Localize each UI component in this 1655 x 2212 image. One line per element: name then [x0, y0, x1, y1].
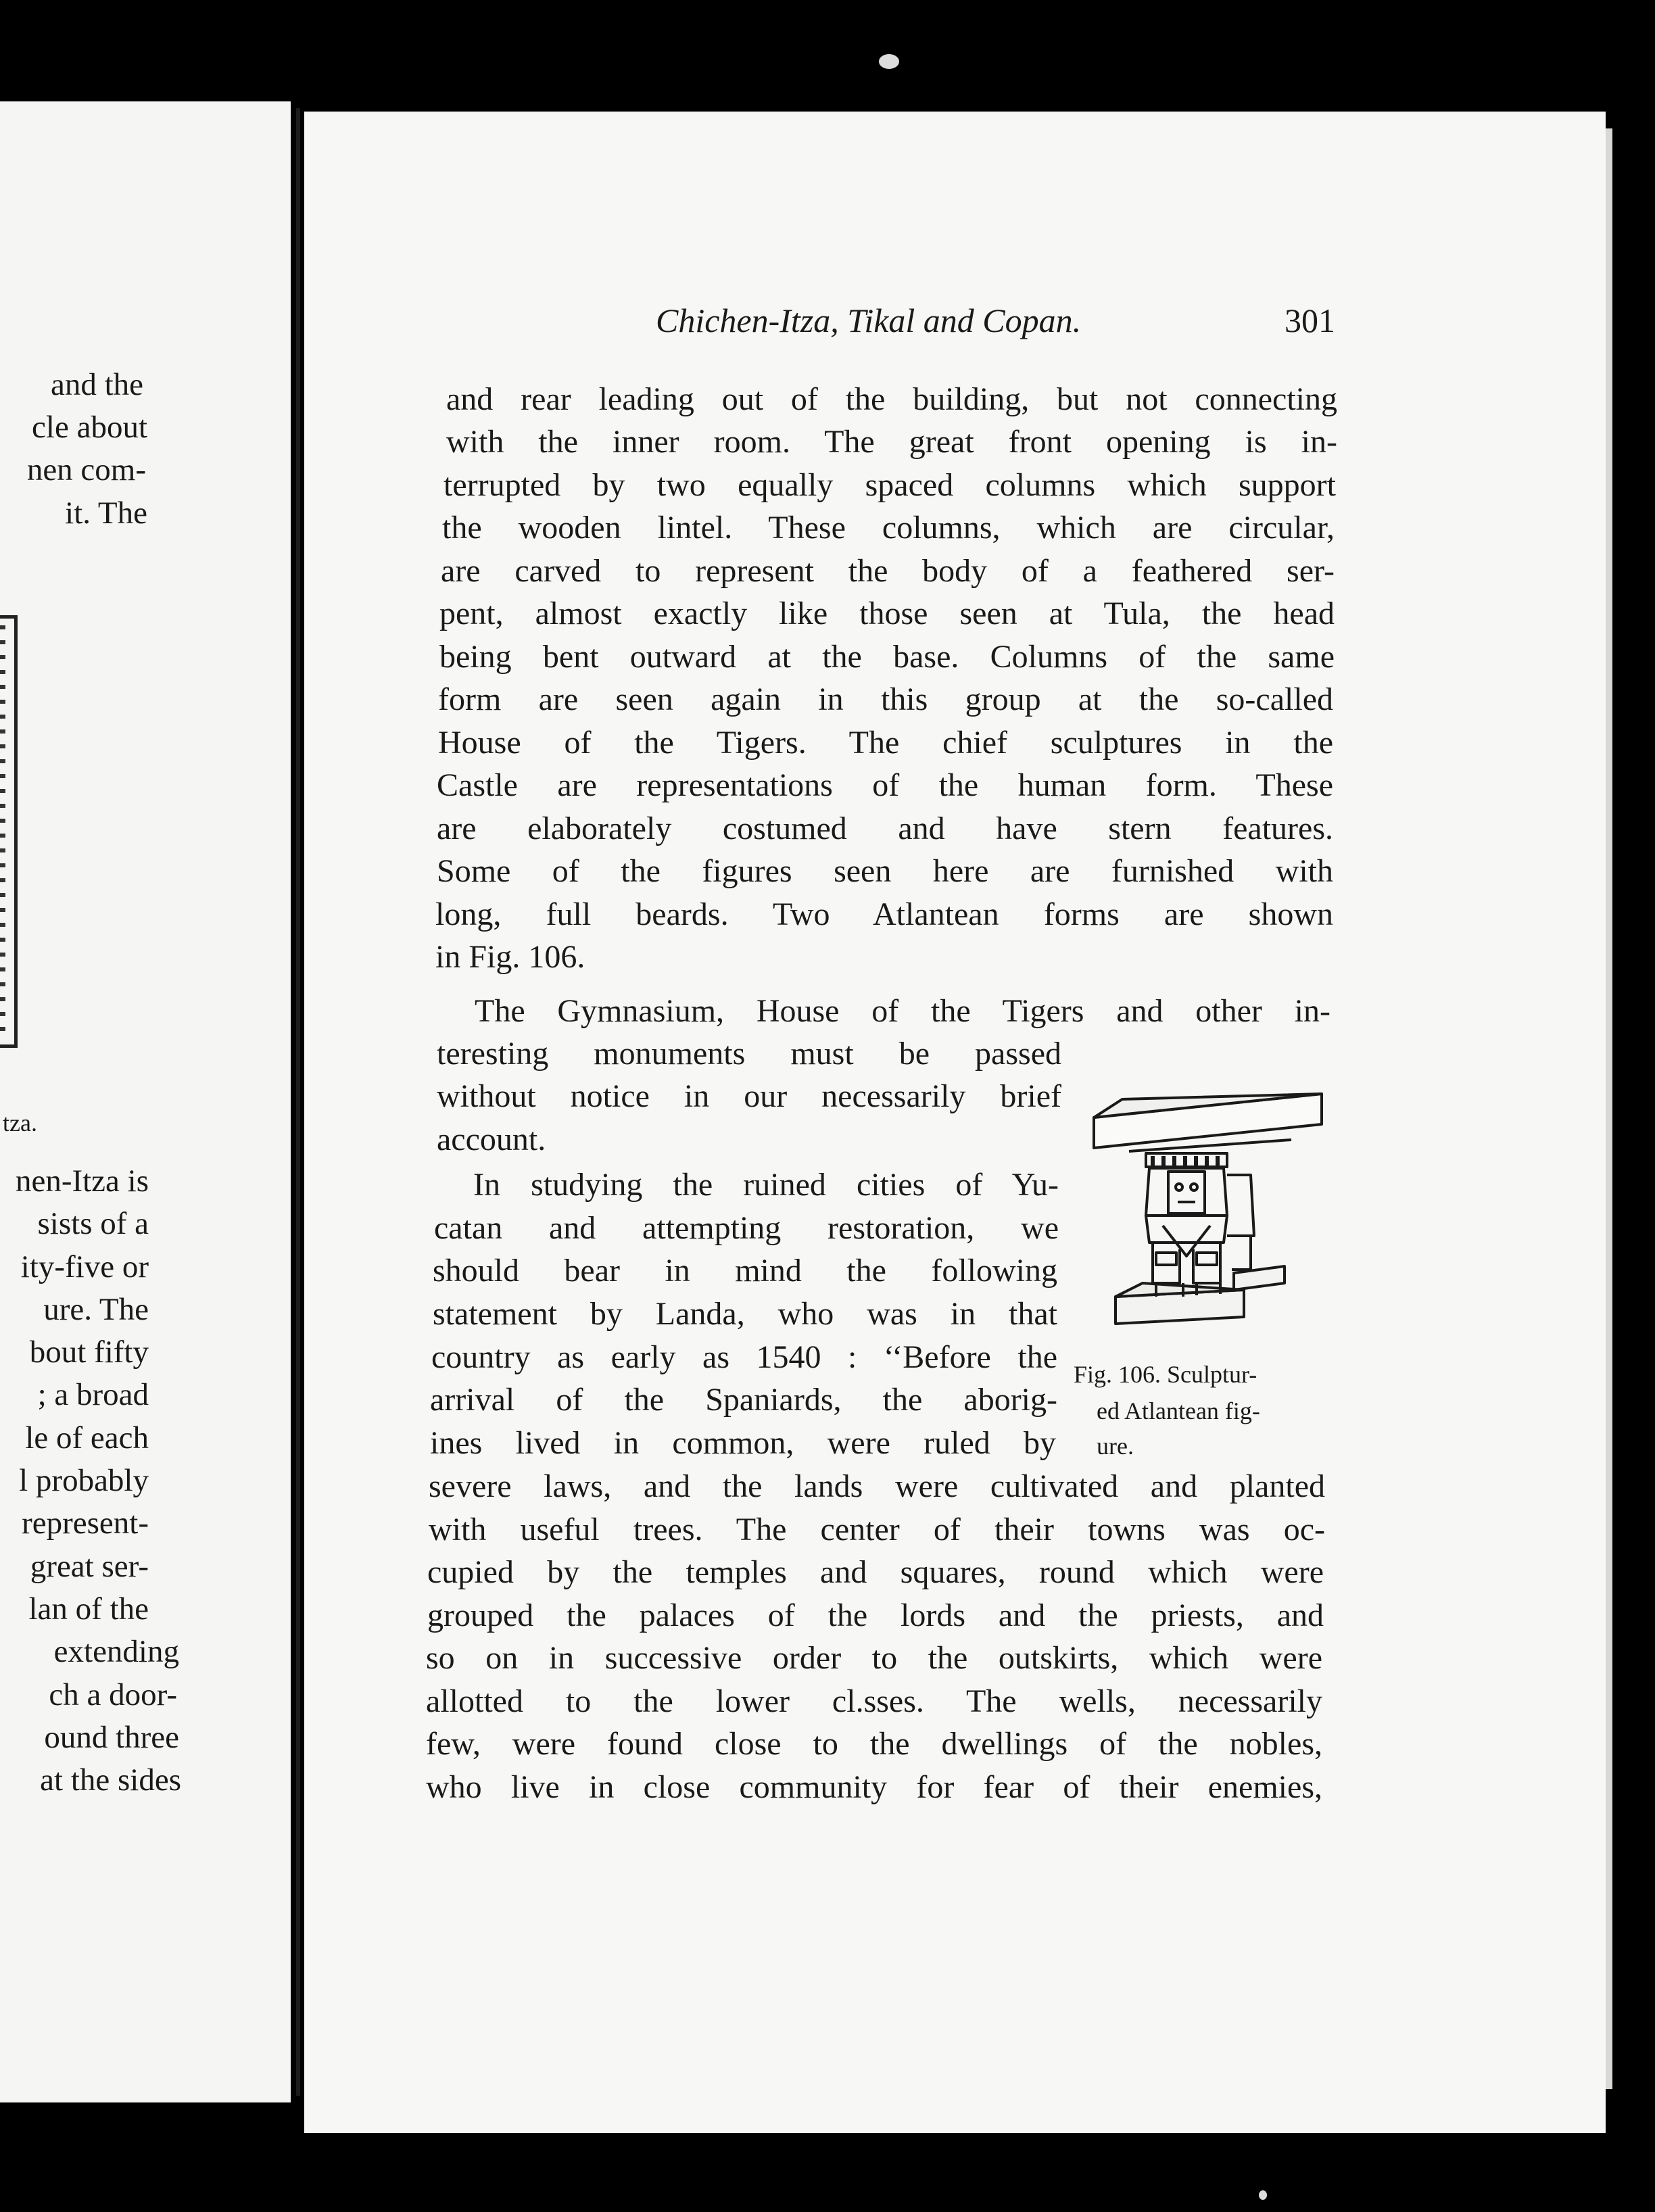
left-page-line: le of each [25, 1420, 149, 1456]
body-line: teresting monuments must be passed [437, 1036, 1061, 1072]
page-number: 301 [1285, 302, 1335, 339]
atlantean-figure-drawing [1088, 1080, 1325, 1351]
body-line: with the inner room. The great front opening is in- [446, 424, 1337, 460]
body-line: account. [437, 1122, 546, 1157]
body-line: few, were found close to the dwellings of the nobles, [426, 1726, 1322, 1762]
left-page-line: at the sides [40, 1762, 181, 1798]
left-page [0, 101, 291, 2102]
left-page-line: nen com- [26, 452, 146, 487]
left-page-line: ound three [44, 1720, 179, 1755]
body-line: the wooden lintel. These columns, which are circular, [442, 510, 1335, 546]
left-page-line: ch a door- [49, 1677, 177, 1712]
body-line: and rear leading out of the building, but not connecting [446, 381, 1337, 417]
running-header: Chichen-Itza, Tikal and Copan. [656, 302, 1082, 339]
body-line: without notice in our necessarily brief [437, 1078, 1061, 1114]
left-page-line: ity-five or [20, 1249, 149, 1284]
left-page-line: and the [50, 367, 143, 402]
body-line: The Gymnasium, House of the Tigers and other in- [475, 993, 1330, 1029]
body-line: so on in successive order to the outskirts, which were [426, 1640, 1322, 1676]
body-line: pent, almost exactly like those seen at Tula, the head [439, 596, 1335, 631]
body-line: severe laws, and the lands were cultivated and planted [429, 1468, 1325, 1504]
body-line: In studying the ruined cities of Yu- [473, 1167, 1059, 1203]
body-line: grouped the palaces of the lords and the priests, and [427, 1597, 1324, 1633]
figure-caption-line: Fig. 106. Sculptur- [1074, 1361, 1257, 1388]
body-line: cupied by the temples and squares, round which were [427, 1554, 1324, 1590]
left-figure-border [0, 615, 18, 1048]
body-line: being bent outward at the base. Columns of the same [439, 639, 1335, 675]
body-line: are elaborately costumed and have stern features. [437, 811, 1333, 846]
body-line: Some of the figures seen here are furnished with [437, 853, 1333, 889]
left-page-line: nen-Itza is [15, 1163, 149, 1199]
left-page-line: sists of a [37, 1206, 149, 1241]
left-page-line: represent- [22, 1506, 149, 1541]
body-line: ines lived in common, were ruled by [430, 1425, 1056, 1461]
body-line: arrival of the Spaniards, the aborig- [430, 1382, 1057, 1418]
left-figure-chain-pattern [0, 625, 5, 1042]
figure-caption-line: ure. [1097, 1433, 1134, 1460]
left-page-line: bout fifty [29, 1335, 149, 1370]
body-line: terrupted by two equally spaced columns which support [443, 467, 1336, 503]
body-line: country as early as 1540 : ‘‘Before the [431, 1339, 1057, 1375]
left-page-line: great ser- [30, 1549, 149, 1584]
left-page-line: extending [53, 1634, 179, 1669]
gutter-shadow [296, 108, 300, 2096]
scan-speck [1259, 2190, 1267, 2200]
left-page-line: it. The [65, 496, 147, 531]
left-page-line: tza. [3, 1109, 37, 1136]
left-page-line: lan of the [28, 1591, 149, 1627]
body-line: allotted to the lower cl.sses. The wells, necessarily [426, 1683, 1322, 1719]
body-line: catan and attempting restoration, we [434, 1210, 1059, 1246]
left-page-line: ; a broad [37, 1377, 149, 1412]
body-line: form are seen again in this group at the so-called [438, 681, 1333, 717]
left-page-line: cle about [32, 410, 147, 445]
body-line: Castle are representations of the human form. These [437, 767, 1333, 803]
figure-caption-line: ed Atlantean fig- [1097, 1397, 1260, 1424]
body-line: in Fig. 106. [435, 939, 585, 975]
body-line: are carved to represent the body of a feathered ser- [441, 553, 1335, 589]
body-line: with useful trees. The center of their towns was oc- [429, 1512, 1325, 1547]
body-line: should bear in mind the following [433, 1253, 1057, 1289]
body-line: statement by Landa, who was in that [433, 1296, 1057, 1332]
body-line: who live in close community for fear of their enemies, [426, 1769, 1322, 1805]
scan-speck [879, 54, 899, 69]
page-edge [1606, 128, 1612, 2089]
left-page-line: ure. The [43, 1292, 149, 1327]
body-line: long, full beards. Two Atlantean forms are shown [435, 896, 1333, 932]
body-line: House of the Tigers. The chief sculptures in the [438, 725, 1333, 761]
left-page-line: l probably [19, 1463, 149, 1498]
atlantean-figure-illustration [1088, 1080, 1325, 1351]
